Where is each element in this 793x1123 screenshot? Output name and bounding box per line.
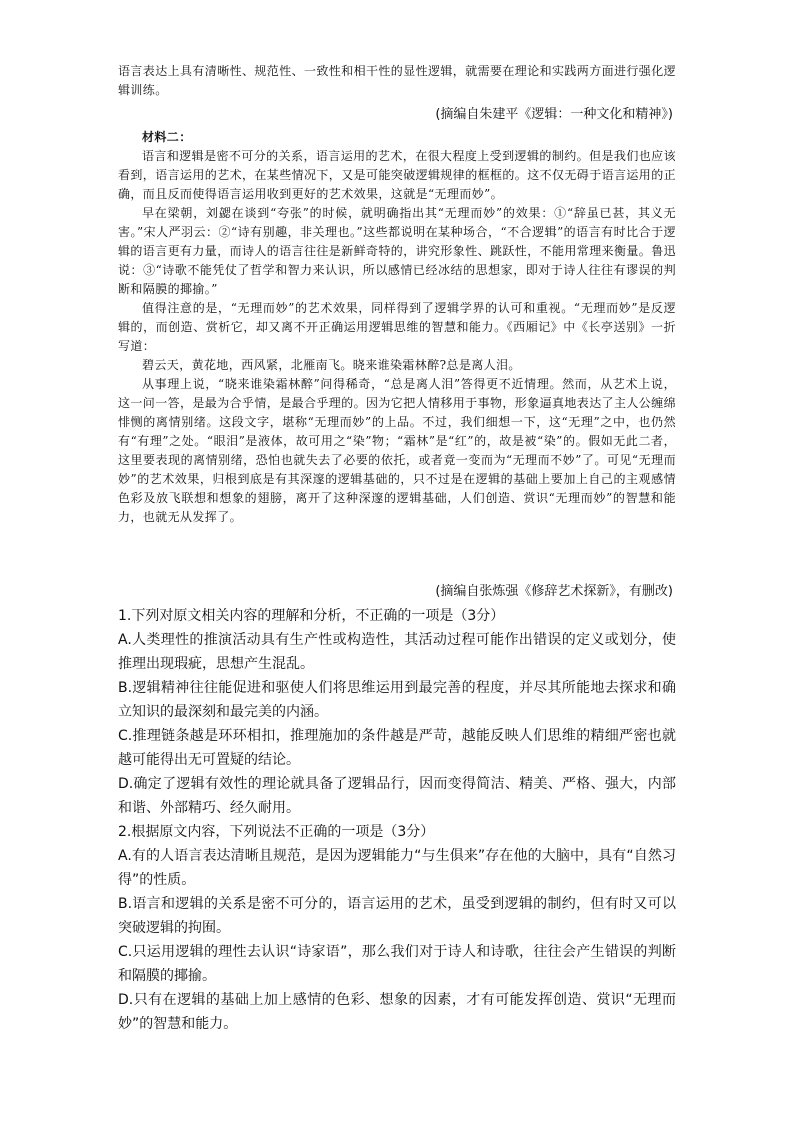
question-2-stem: 2.根据原文内容，下列说法不正确的一项是（3分） [118,824,435,840]
material-two-heading: 材料二： [142,130,192,144]
question-2-option-c: C.只运用逻辑的理性去认识“诗家语”，那么我们对于诗人和诗歌，往往会产生错误的判断和隔膜的揶揄。 [118,944,676,984]
question-1-option-a: A.人类理性的推演活动具有生产性或构造性，其活动过程可能作出错误的定义或划分，使推理出现瑕疵，思想产生混乱。 [118,632,676,672]
question-2-option-b: B.语言和逻辑的关系是密不可分的，语言运用的艺术，虽受到逻辑的制约，但有时又可以突破逻辑的拘囿。 [118,896,676,936]
question-1-option-d: D.确定了逻辑有效性的理论就具备了逻辑品行，因而变得简洁、精美、严格、强大，内部和谐、外部精巧、经久耐用。 [118,776,676,816]
question-2-option-a: A.有的人语言表达清晰且规范，是因为逻辑能力“与生俱来”存在他的大脑中，具有“自然习得”的性质。 [118,848,676,888]
intro-source: (摘编自朱建平《逻辑：一种文化和精神》) [435,107,673,122]
material-two-source: (摘编自张炼强《修辞艺术探新》，有删改) [435,584,673,599]
material-two-paragraph-2: 早在梁朝，刘勰在谈到“夸张”的时候，就明确指出其“无理而妙”的效果：①“辞虽已甚，其义无害。”宋人严羽云：②“诗有别趣，非关理也。”这些都说明在某种场合，“不合逻辑”的语言有时比合于逻辑的语言更有力量，而诗人的语言往往是新鲜奇特的，讲究形象性、跳跃性，不能用常理来衡量。鲁迅说：③“诗歌不能凭仗了哲学和智力来认识，所以感情已经冰结的思想家，即对于诗人往往有谬误的判断和隔膜的揶揄。” [118,206,677,296]
intro-text: 语言表达上具有清晰性、规范性、一致性和相干性的显性逻辑，就需要在理论和实践两方面进行强化逻辑训练。 [118,64,677,97]
material-two [118,128,676,527]
question-1-option-c: C.推理链条越是环环相扣，推理施加的条件越是严苛，越能反映人们思维的精细严密也就越可能得出无可置疑的结论。 [118,728,676,768]
material-two-quote: 碧云天，黄花地，西风紧，北雁南飞。晓来谁染霜林醉?总是离人泪。 [142,358,521,372]
question-1-option-b: B.逻辑精神往往能促进和驱使人们将思维运用到最完善的程度，并尽其所能地去探求和确立知识的最深刻和最完美的内涵。 [118,680,676,720]
material-two-paragraph-4: 从事理上说，“晓来谁染霜林醉”问得稀奇，“总是离人泪”答得更不近情理。然而，从艺术上说，这一问一答，是最为合乎情，是最合乎理的。因为它把人情移用于事物，形象逼真地表达了主人公缠绵悱恻的离情别绪。这段文字，堪称“无理而妙”的上品。不过，我们细想一下，这“无理”之中，也仍然有“有理”之处。“眼泪”是液体，故可用之“染”物；“霜林”是“红”的，故是被“染”的。假如无此二者，这里要表现的离情别绪，恐怕也就失去了必要的依托，或者竟一变而为“无理而不妙”了。可见“无理而妙”的艺术效果，归根到底是有其深邃的逻辑基础的，只不过是在逻辑的基础上要加上自己的主观感情色彩及放飞联想和想象的翅膀，离开了这种深邃的逻辑基础，人们创造、赏识“无理而妙”的智慧和能力，也就无从发挥了。 [118,377,677,524]
intro-paragraph [118,62,676,100]
questions-section [118,604,676,1036]
material-two-paragraph-3: 值得注意的是，“无理而妙”的艺术效果，同样得到了逻辑学界的认可和重视。“无理而妙”是反逻辑的，而创造、赏析它，却又离不开正确运用逻辑思维的智慧和能力。《西厢记》中《长亭送别》一折写道： [118,301,676,353]
question-1-stem: 1.下列对原文相关内容的理解和分析，不正确的一项是（3分） [118,608,505,624]
question-2-option-d: D.只有在逻辑的基础上加上感情的色彩、想象的因素，才有可能发挥创造、赏识“无理而妙”的智慧和能力。 [118,992,676,1032]
material-two-paragraph-1: 语言和逻辑是密不可分的关系，语言运用的艺术，在很大程度上受到逻辑的制约。但是我们也应该看到，语言运用的艺术，在某些情况下，又是可能突破逻辑规律的框框的。这不仅无碍于语言运用的正确，而且反而使得语言运用收到更好的艺术效果，这就是“无理而妙”。 [118,149,677,201]
